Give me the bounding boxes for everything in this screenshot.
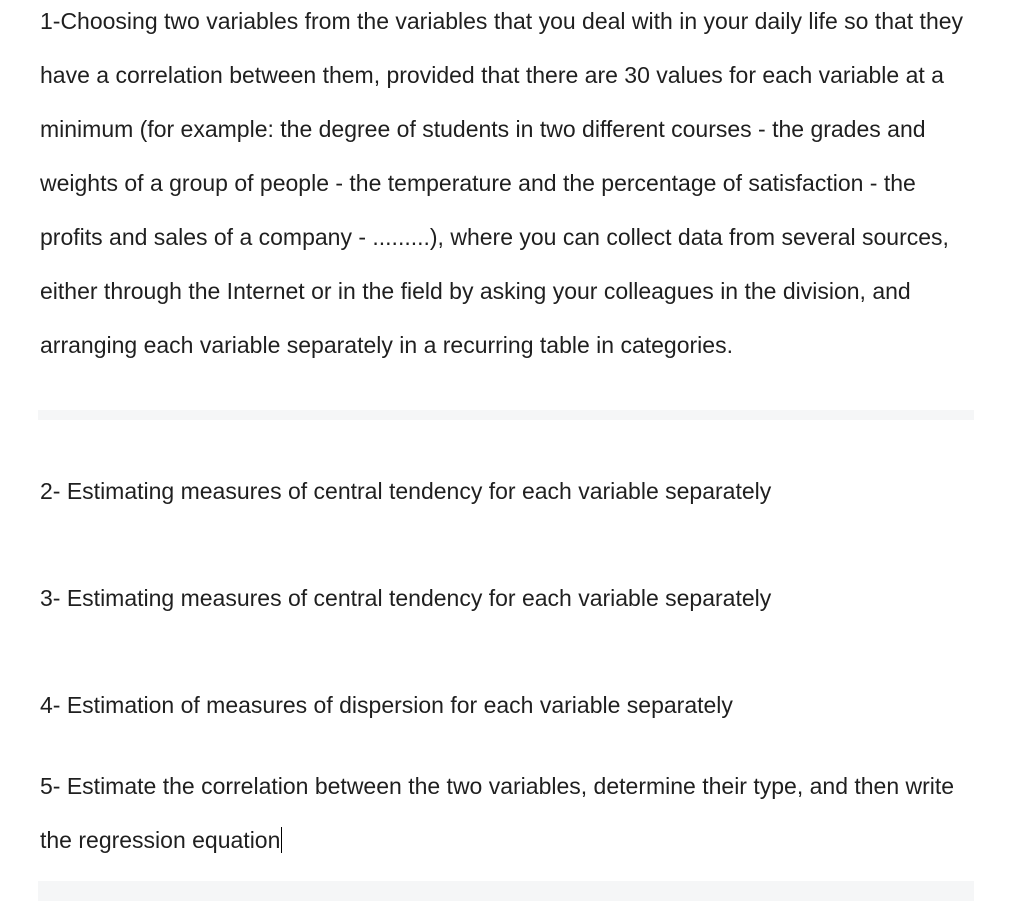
paragraph-divider-bottom — [38, 881, 974, 901]
text-caret — [281, 827, 282, 853]
paragraph-item-5: 5- Estimate the correlation between the two variables, determine their type, and then write the regression equation — [40, 773, 955, 853]
paragraph-item-5-container[interactable] — [40, 759, 980, 867]
paragraph-item-1: 1-Choosing two variables from the variables that you deal with in your daily life so that they have a correlation between them, provided that there are 30 values for each variable at a minimum (for example: the degree of students in two different courses - the grades and weights of a group of people - the temperature and the percentage of satisfaction - the profits and sales of a company - .........), where you can collect data from several sources, either through the Internet or in the field by asking your colleagues in the division, and arranging each variable separately in a recurring table in categories. — [40, 8, 964, 358]
paragraph-divider — [38, 410, 974, 420]
paragraph-item-4: 4- Estimation of measures of dispersion for each variable separately — [40, 692, 733, 718]
paragraph-item-2: 2- Estimating measures of central tendency for each variable separately — [40, 478, 772, 504]
paragraph-item-3: 3- Estimating measures of central tendency for each variable separately — [40, 585, 772, 611]
